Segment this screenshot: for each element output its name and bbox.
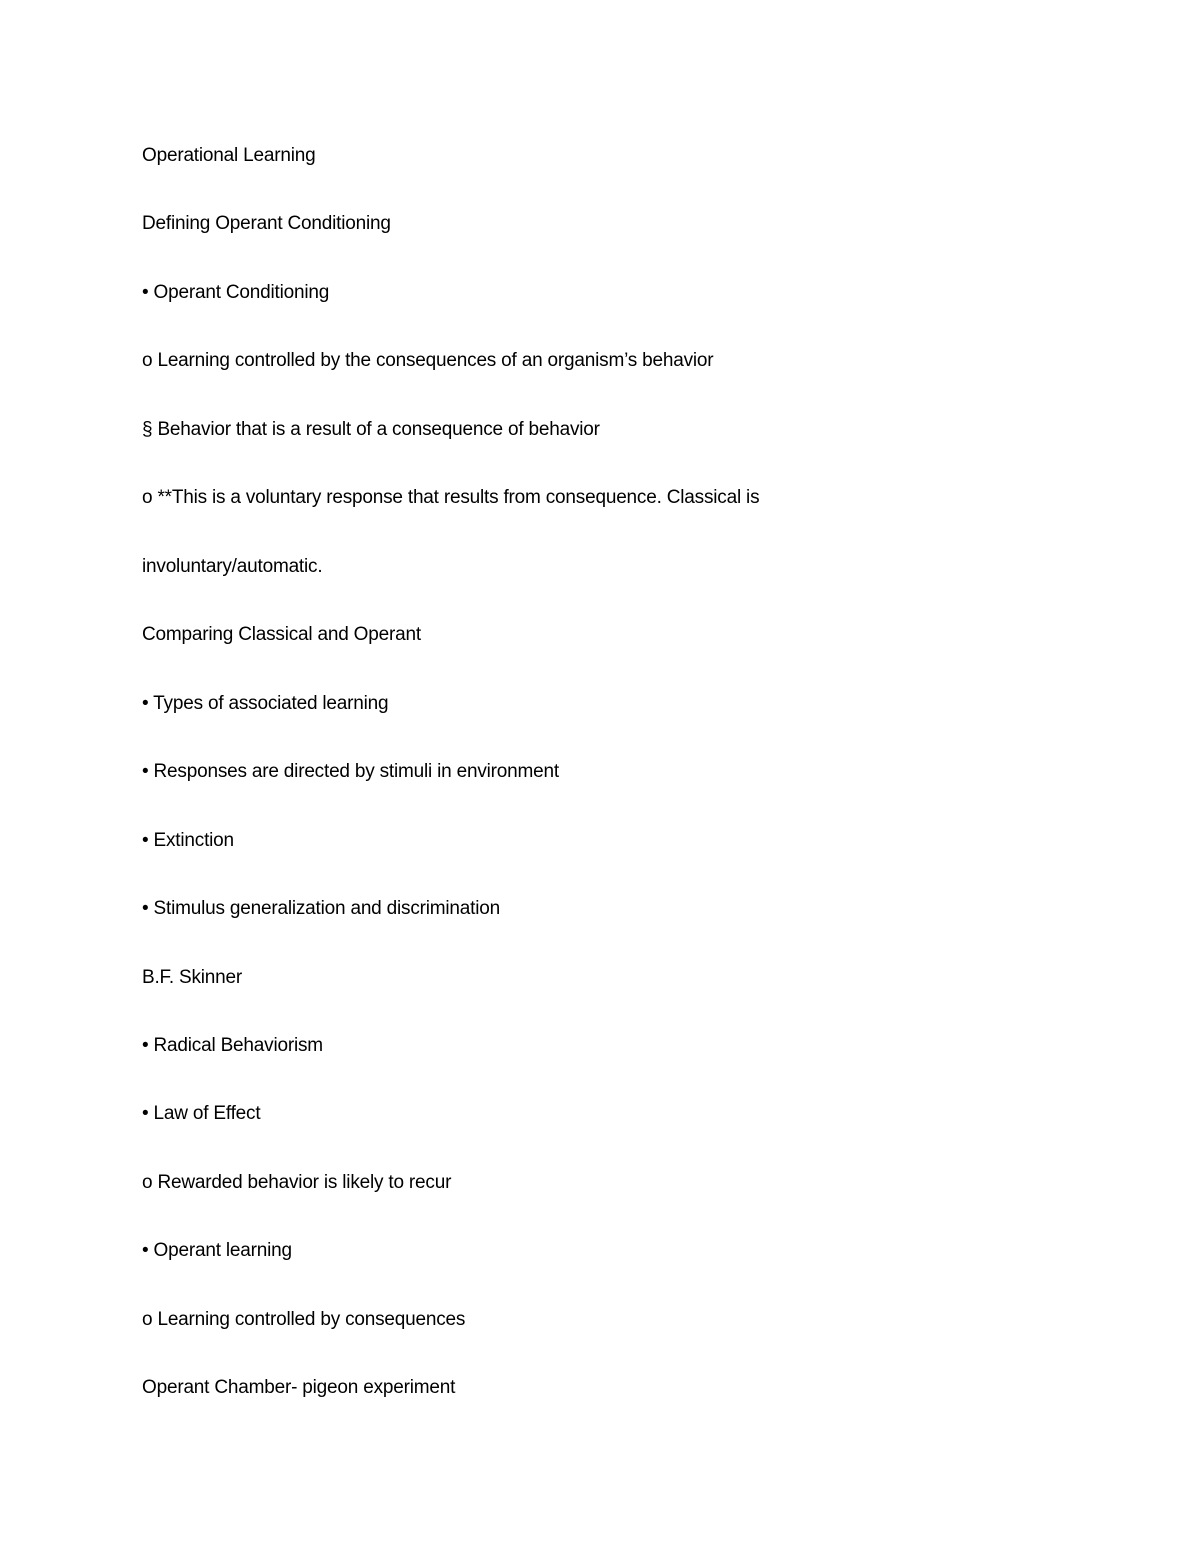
heading-defining-operant-conditioning: Defining Operant Conditioning — [142, 213, 391, 234]
bullet-radical-behaviorism: • Radical Behaviorism — [142, 1035, 323, 1056]
sub-bullet-rewarded-behavior: o Rewarded behavior is likely to recur — [142, 1172, 452, 1193]
sub-bullet-learning-controlled-consequences: o Learning controlled by consequences — [142, 1309, 466, 1330]
bullet-types-of-associated-learning: • Types of associated learning — [142, 693, 389, 714]
heading-bf-skinner: B.F. Skinner — [142, 967, 243, 988]
heading-operant-chamber: Operant Chamber- pigeon experiment — [142, 1377, 456, 1398]
bullet-responses-directed: • Responses are directed by stimuli in environment — [142, 761, 559, 782]
bullet-law-of-effect: • Law of Effect — [142, 1103, 261, 1124]
continuation-involuntary: involuntary/automatic. — [142, 556, 323, 577]
bullet-extinction: • Extinction — [142, 830, 234, 851]
bullet-operant-learning: • Operant learning — [142, 1240, 292, 1261]
heading-comparing-classical-operant: Comparing Classical and Operant — [142, 624, 421, 645]
heading-operational-learning: Operational Learning — [142, 145, 316, 166]
sub-sub-bullet-behavior-result: § Behavior that is a result of a consequence of behavior — [142, 419, 600, 440]
bullet-stimulus-generalization: • Stimulus generalization and discrimination — [142, 898, 500, 919]
sub-bullet-learning-controlled: o Learning controlled by the consequences of an organism’s behavior — [142, 350, 714, 371]
sub-bullet-voluntary-response: o **This is a voluntary response that results from consequence. Classical is — [142, 487, 760, 508]
bullet-operant-conditioning: • Operant Conditioning — [142, 282, 330, 303]
